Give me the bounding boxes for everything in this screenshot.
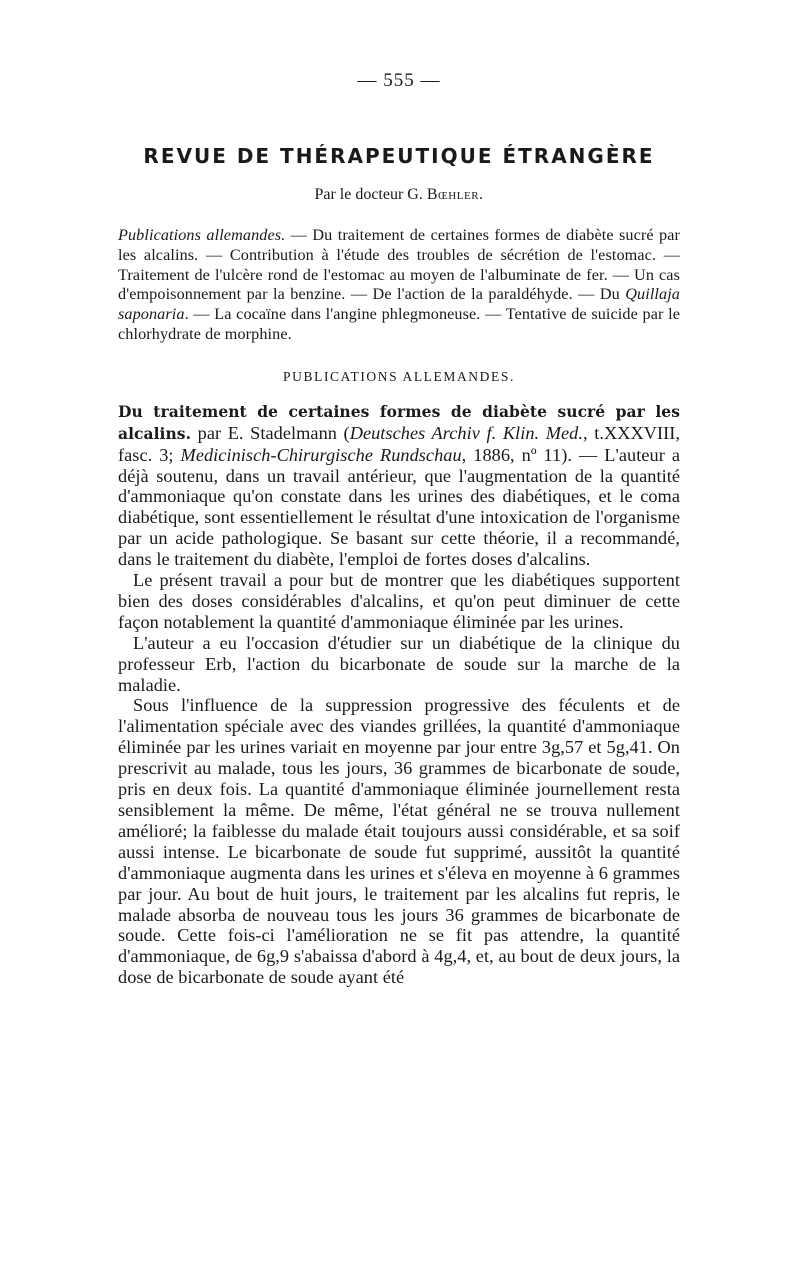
body-paragraph-1: Le présent travail a pour but de montrer que les diabétiques supportent bien des doses considérables d'alcalins, et qu'on peut diminuer de cette façon notablement la quantité d'ammoniaque éliminée par les urines. — [118, 570, 680, 632]
page-number: — 555 — — [357, 70, 441, 91]
section-heading: PUBLICATIONS ALLEMANDES. — [283, 368, 515, 384]
byline-author: Bœhler. — [426, 186, 484, 203]
byline — [118, 186, 680, 204]
document-page — [118, 70, 680, 988]
summary-tail: . — La cocaïne dans l'angine phlegmoneuse. — Tentative de suicide par le chlorhydrate de morphine. — [118, 305, 680, 343]
article-title: REVUE DE THÉRAPEUTIQUE ÉTRANGÈRE — [143, 144, 655, 168]
summary-lead: Publications allemandes. — [118, 226, 286, 244]
journal-name-1: Deutsches Archiv f. Klin. Med. — [349, 422, 583, 443]
body-paragraph-2: L'auteur a eu l'occasion d'étudier sur un diabétique de la clinique du professeur Erb, l'action du bicarbonate de soude sur la marche de la maladie. — [118, 632, 680, 695]
reference-part-c: , 1886, nº 11). — L'auteur a déjà soutenu, dans un travail antérieur, que l'augmentation de la quantité d'ammoniaque qu'on constate dans les urines des diabétiques, et le coma diabétique, sont essentiellement le résultat d'une intoxication de l'organisme par un acide pathologique. Se basant sur cette théorie, il a recommandé, dans le traitement du diabète, l'emploi de fortes doses d'alcalins. — [118, 444, 680, 570]
reference-part-b: , t.XXXVIII, fasc. 3; — [118, 422, 680, 465]
byline-prefix: Par le docteur G. — [314, 186, 427, 203]
reference-part-a: par E. Stadelmann ( — [191, 422, 350, 443]
summary-italic-term: Quillaja saponaria — [118, 285, 680, 324]
article-run-in-title: Du traitement de certaines formes de diabète sucré par les alcalins. — [118, 401, 680, 443]
article-first-paragraph — [118, 401, 680, 570]
summary-text: — Du traitement de certaines formes de diabète sucré par les alcalins. — Contribution à l'étude des troubles de sécrétion de l'estomac. — Traitement de l'ulcère rond de l'estomac au moyen de l'albuminate de fer. — Un cas d'empoisonnement par la benzine. — De l'action de la paraldéhyde. — Du — [118, 226, 680, 304]
journal-name-2: Medicinisch-Chirurgische Rundschau — [180, 444, 462, 465]
body-paragraph-3: Sous l'influence de la suppression progressive des féculents et de l'alimentation spéciale avec des viandes grillées, la quantité d'ammoniaque éliminée par les urines variait en moyenne par jour entre 3g,57 et 5g,41. On prescrivit au malade, tous les jours, 36 grammes de bicarbonate de soude, pris en deux fois. La quantité d'ammoniaque éliminée journellement resta sensiblement la même. De même, l'état général ne se trouva nullement amélioré; la faiblesse du malade était toujours aussi considérable, et sa soif aussi intense. Le bicarbonate de soude fut supprimé, aussitôt la quantité d'ammoniaque augmenta dans les urines et s'éleva en moyenne à 6 grammes par jour. Au bout de huit jours, le traitement par les alcalins fut repris, le malade absorba de nouveau tous les jours 36 grammes de bicarbonate de soude. Cette fois-ci l'amélioration ne se fit pas attendre, la quantité d'ammoniaque, de 6g,9 s'abaissa d'abord à 4g,4, et, au bout de deux jours, la dose de bicarbonate de soude ayant été — [118, 695, 680, 988]
summary-paragraph — [118, 226, 680, 345]
